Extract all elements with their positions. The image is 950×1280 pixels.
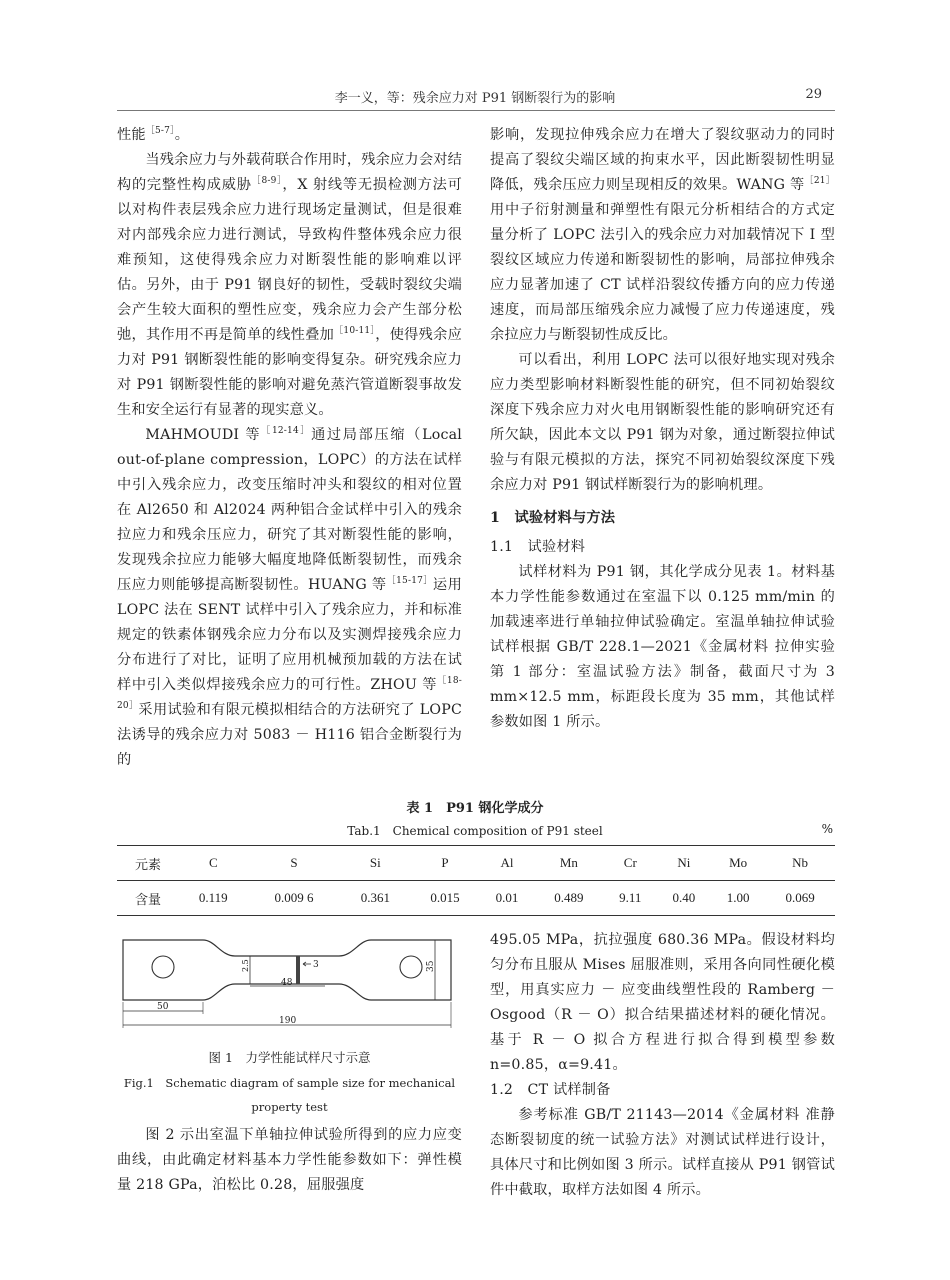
right-column-bottom (490, 928, 835, 1203)
chemical-composition-table (117, 845, 835, 916)
right-paragraph-4: 495.05 MPa，抗拉强度 680.36 MPa。假设材料均匀分布且服从 Mises 屈服准则，采用各向同性硬化模型，用真实应力 － 应变曲线塑性段的 Ramberg － Osgood（R － O）拟合结果描述材料的硬化情况。基于 R － O 拟合方程进行拟合得到模型参数 n=0.85，α=9.41。 (490, 932, 835, 1073)
table-header-cell: Mn (534, 846, 604, 881)
citation: ［21］ (804, 176, 835, 186)
table-cell: 0.361 (340, 881, 410, 916)
right-paragraph-3: 试样材料为 P91 钢，其化学成分见表 1。材料基本力学性能参数通过在室温下以 0.125 mm/min 的加载速率进行单轴拉伸试验确定。室温单轴拉伸试验试样根据 GB/T 228.1—2021《金属材料 拉伸实验 第 1 部分：室温试验方法》制备，截面尺寸为 3 mm×12.5 mm，标距段长度为 35 mm，其他试样参数如图 1 所示。 (490, 564, 835, 730)
citation: ［10-11］ (334, 326, 376, 336)
figure-caption-en-line2: property test (251, 1100, 328, 1114)
left-column-bottom (117, 1123, 462, 1198)
left-paragraph-4: 图 2 示出室温下单轴拉伸试验所得到的应力应变曲线，由此确定材料基本力学性能参数如下：弹性模量 218 GPa，泊松比 0.28，屈服强度 (117, 1127, 462, 1193)
right-column-top (490, 123, 835, 735)
table-cell: 9.11 (604, 881, 657, 916)
citation: ［18-20］ (117, 676, 463, 711)
table-header-cell: S (248, 846, 341, 881)
table-caption-en: Tab.1 Chemical composition of P91 steel (347, 824, 603, 838)
table-header-cell: Cr (604, 846, 657, 881)
grip-hole-right (400, 956, 422, 978)
table-header-row (117, 846, 835, 881)
page-number: 29 (805, 87, 822, 102)
table-header-cell: 元素 (117, 846, 179, 881)
dim-2-5: 2.5 (241, 959, 250, 972)
figure-caption-en-line1: Fig.1 Schematic diagram of sample size for mechanical (123, 1076, 456, 1090)
notch-marker (296, 956, 300, 984)
table-cell: 1.00 (711, 881, 765, 916)
tensile-specimen-drawing (117, 934, 457, 1034)
dim-48: 48 (281, 978, 293, 988)
table-caption-zh: 表 1 P91 钢化学成分 (406, 801, 544, 816)
table-header-cell: Ni (657, 846, 711, 881)
citation: ［12-14］ (261, 426, 312, 436)
table-header-cell: Si (340, 846, 410, 881)
subsection-heading-1-1: 1.1 试验材料 (490, 539, 586, 555)
right-paragraph-1: 影响，发现拉伸残余应力在增大了裂纹驱动力的同时提高了裂纹尖端区域的拘束水平，因此断裂韧性明显降低，残余压应力则呈现相反的效果。WANG 等$^{[21]}$用中子衍射测量和弹塑性有限元分析相结合的方式定量分析了 LOPC 法引入的残余应力对加载情况下 Ⅰ 型裂纹区域应力传递和断裂韧性的影响，局部拉伸残余应力显著加速了 CT 试样沿裂纹传播方向的应力传递速度，而局部压缩残余应力减慢了应力传递速度，残余拉应力与断裂韧性成反比。 (490, 127, 835, 343)
citation: ［5-7］ (145, 126, 175, 136)
table-header-cell: C (179, 846, 248, 881)
table-header-cell: Al (480, 846, 534, 881)
table-cell: 0.01 (480, 881, 534, 916)
specimen-outline (123, 940, 451, 1000)
table-cell: 0.40 (657, 881, 711, 916)
dim-35: 35 (426, 960, 436, 972)
subsection-heading-1-2: 1.2 CT 试样制备 (490, 1082, 611, 1098)
table-cell: 0.009 6 (248, 881, 341, 916)
table-cell: 0.015 (410, 881, 480, 916)
left-column (117, 123, 462, 773)
table-header-cell: P (410, 846, 480, 881)
table-cell: 0.119 (179, 881, 248, 916)
table-unit: % (821, 822, 833, 836)
table-cell: 含量 (117, 881, 179, 916)
right-paragraph-2: 可以看出，利用 LOPC 法可以很好地实现对残余应力类型影响材料断裂性能的研究，但不同初始裂纹深度下残余应力对火电用钢断裂性能的影响研究还有所欠缺，因此本文以 P91 钢为对象，通过断裂拉伸试验与有限元模拟的方法，探究不同初始裂纹深度下残余应力对 P91 钢试样断裂行为的影响机理。 (490, 352, 835, 493)
table-header-cell: Nb (765, 846, 835, 881)
grip-hole-left (152, 956, 174, 978)
dim-3: 3 (313, 960, 319, 970)
running-header-title: 李一义，等：残余应力对 P91 钢断裂行为的影响 (334, 91, 616, 106)
table-row (117, 881, 835, 916)
citation: ［8-9］ (251, 176, 283, 186)
dim-50: 50 (157, 1002, 169, 1012)
left-paragraph-3: MAHMOUDI 等$^{[12-14]}$通过局部压缩（Local out-of-plane compression，LOPC）的方法在试样中引入残余应力，改变压缩时冲头和裂纹的相对位置在 Al2650 和 Al2024 两种铝合金试样中引入的残余拉应力和残余压应力，研究了其对断裂性能的影响，发现残余拉应力能够大幅度地降低断裂韧性，而残余压应力则能够提高断裂韧性。HUANG 等$^{[15-17]}$运用 LOPC 法在 SENT 试样中引入了残余应力，并和标准规定的铁素体钢残余应力分布以及实测焊接残余应力分布进行了对比，证明了应用机械预加载的方法在试样中引入类似焊接残余应力的可行性。ZHOU 等$^{[18-20]}$采用试验和有限元模拟相结合的方法研究了 LOPC 法诱导的残余应力对 5083 － H116 铝合金断裂行为的 (117, 426, 463, 768)
figure-caption-zh: 图 1 力学性能试样尺寸示意 (208, 1050, 371, 1065)
right-paragraph-5: 参考标准 GB/T 21143—2014《金属材料 准静态断裂韧度的统一试验方法》对测试试样进行设计，具体尺寸和比例如图 3 所示。试样直接从 P91 钢管试件中截取，取样方法如图 4 所示。 (490, 1107, 835, 1198)
table-header-cell: Mo (711, 846, 765, 881)
section-heading-1: 1 试验材料与方法 (490, 510, 616, 526)
table-cell: 0.069 (765, 881, 835, 916)
dim-190: 190 (279, 1016, 297, 1026)
left-paragraph-1: 性能$^{[5-7]}$。 (117, 126, 190, 143)
table-cell: 0.489 (534, 881, 604, 916)
header-divider (117, 110, 835, 111)
citation: ［15-17］ (386, 576, 433, 586)
left-paragraph-2: 当残余应力与外载荷联合作用时，残余应力会对结构的完整性构成威胁$^{[8-9]}$，X 射线等无损检测方法可以对构件表层残余应力进行现场定量测试，但是很难对内部残余应力进行测试，导致构件整体残余应力很难预知，这使得残余应力对断裂性能的影响难以评估。另外，由于 P91 钢良好的韧性，受载时裂纹尖端会产生较大面积的塑性应变，残余应力会产生部分松弛，其作用不再是简单的线性叠加$^{[10-11]}$，使得残余应力对 P91 钢断裂性能的影响变得复杂。研究残余应力对 P91 钢断裂性能的影响对避免蒸汽管道断裂事故发生和安全运行有显著的现实意义。 (117, 152, 462, 418)
